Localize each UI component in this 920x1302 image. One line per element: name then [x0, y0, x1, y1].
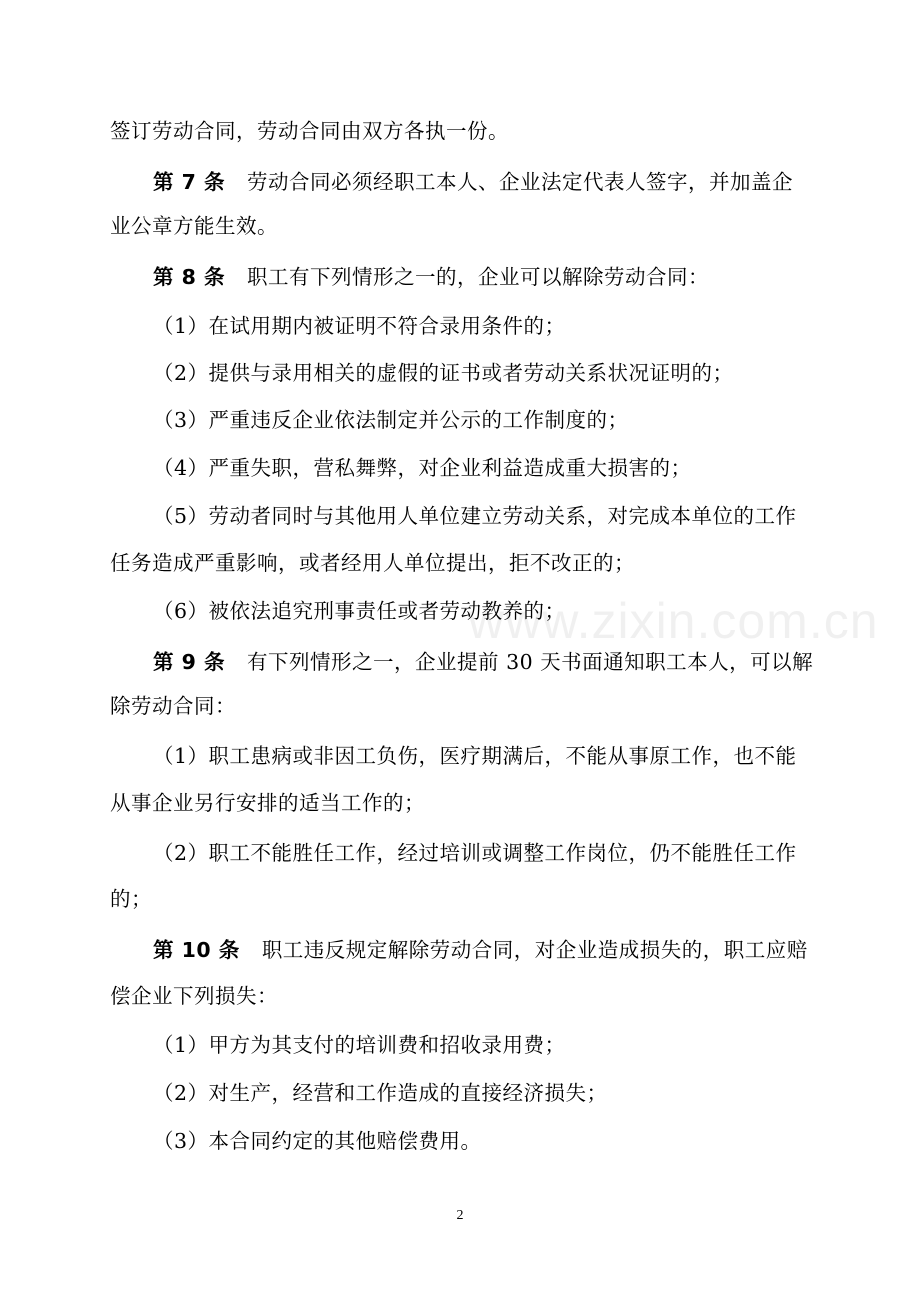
list-item: （5）劳动者同时与其他用人单位建立劳动关系，对完成本单位的工作 — [153, 504, 797, 528]
list-item: （2）职工不能胜任工作，经过培训或调整工作岗位，仍不能胜任工作 — [153, 841, 797, 865]
article-8-first-line — [153, 263, 858, 291]
paragraph-line: 偿企业下列损失： — [110, 984, 278, 1008]
watermark: www.zixin.com.cn — [468, 593, 879, 649]
paragraph-line: 业公章方能生效。 — [110, 214, 278, 238]
article-8-text: 职工有下列情形之一的，企业可以解除劳动合同： — [247, 265, 710, 289]
list-item: （4）严重失职，营私舞弊，对企业利益造成重大损害的； — [153, 456, 692, 480]
article-9-first-line — [153, 648, 858, 676]
list-item: （6）被依法追究刑事责任或者劳动教养的； — [153, 599, 566, 623]
article-9-label: 第 9 条 — [153, 650, 226, 674]
paragraph-line: 除劳动合同： — [110, 694, 236, 718]
paragraph-line: 签订劳动合同，劳动合同由双方各执一份。 — [110, 119, 509, 143]
list-item: （1）甲方为其支付的培训费和招收录用费； — [153, 1033, 566, 1057]
list-item: （3）严重违反企业依法制定并公示的工作制度的； — [153, 408, 629, 432]
list-item: （2）提供与录用相关的虚假的证书或者劳动关系状况证明的； — [153, 361, 734, 385]
list-item: （3）本合同约定的其他赔偿费用。 — [153, 1129, 482, 1153]
paragraph-line: 的； — [110, 887, 152, 911]
article-10-text: 职工违反规定解除劳动合同，对企业造成损失的，职工应赔 — [261, 938, 808, 962]
list-item: （1）在试用期内被证明不符合录用条件的； — [153, 314, 566, 338]
article-7-text: 劳动合同必须经职工本人、企业法定代表人签字，并加盖企 — [247, 170, 794, 194]
article-9-text: 有下列情形之一，企业提前 30 天书面通知职工本人，可以解 — [247, 650, 814, 674]
article-10-label: 第 10 条 — [153, 938, 240, 962]
article-10-first-line — [153, 936, 858, 964]
page-number: 2 — [456, 1208, 464, 1223]
article-8-label: 第 8 条 — [153, 265, 226, 289]
paragraph-line: 从事企业另行安排的适当工作的； — [110, 791, 425, 815]
article-7-first-line — [153, 168, 858, 196]
list-item: （1）职工患病或非因工负伤，医疗期满后，不能从事原工作，也不能 — [153, 744, 797, 768]
list-item: （2）对生产，经营和工作造成的直接经济损失； — [153, 1081, 608, 1105]
article-7-label: 第 7 条 — [153, 170, 226, 194]
paragraph-line: 任务造成严重影响，或者经用人单位提出，拒不改正的； — [110, 551, 635, 575]
